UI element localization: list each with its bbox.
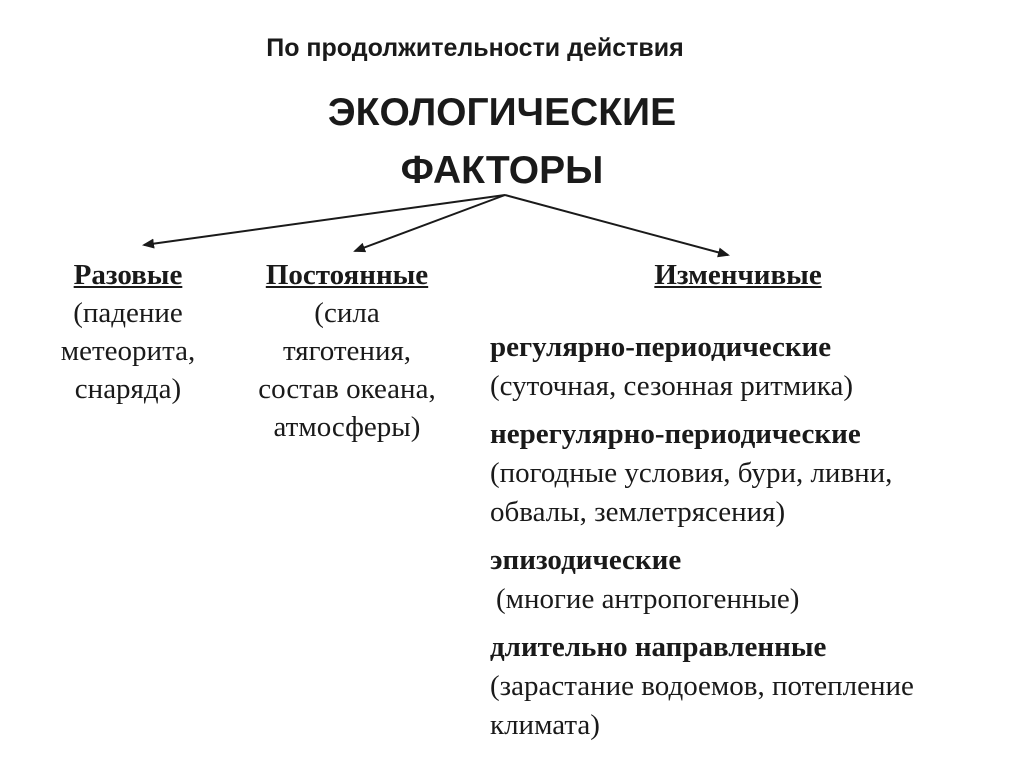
title-line-1: ЭКОЛОГИЧЕСКИЕ — [327, 91, 677, 134]
diagram-subtitle: По продолжительности действия — [266, 34, 684, 62]
constant-line: тяготения, — [282, 335, 412, 367]
arrow-to-variable — [505, 195, 728, 255]
constant-factors — [222, 256, 472, 446]
variable-factors-list — [490, 328, 1020, 754]
variable-item-irregular — [490, 415, 1020, 532]
variable-item-desc: (зарастание водоемов, потепление — [490, 670, 914, 702]
variable-item-title: регулярно-периодические — [490, 331, 832, 363]
variable-item-desc: климата) — [490, 709, 600, 741]
variable-item-title: длительно направленные — [490, 631, 827, 663]
constant-line: атмосферы) — [273, 411, 421, 443]
one-time-line: (падение — [73, 297, 183, 329]
arrow-to-constant — [355, 195, 505, 251]
title-line-2: ФАКТОРЫ — [400, 149, 604, 192]
one-time-line: метеорита, — [60, 335, 196, 367]
one-time-line: снаряда) — [74, 373, 182, 405]
variable-item-desc: обвалы, землетрясения) — [490, 496, 786, 528]
variable-title: Изменчивые — [654, 259, 822, 291]
constant-title: Постоянные — [265, 259, 429, 291]
one-time-title: Разовые — [73, 259, 183, 291]
variable-factors-header — [588, 256, 888, 294]
constant-line: (сила — [314, 297, 380, 329]
arrow-to-one-time — [144, 195, 505, 245]
variable-item-episodic — [490, 541, 1020, 619]
variable-item-long-term — [490, 628, 1020, 745]
variable-item-regular — [490, 328, 1020, 406]
one-time-factors — [28, 256, 228, 408]
variable-item-desc: (погодные условия, бури, ливни, — [490, 457, 893, 489]
variable-item-title: эпизодические — [490, 544, 682, 576]
variable-item-desc: (суточная, сезонная ритмика) — [490, 370, 853, 402]
variable-item-title: нерегулярно-периодические — [490, 418, 861, 450]
constant-line: состав океана, — [258, 373, 436, 405]
variable-item-desc: (многие антропогенные) — [496, 583, 800, 615]
